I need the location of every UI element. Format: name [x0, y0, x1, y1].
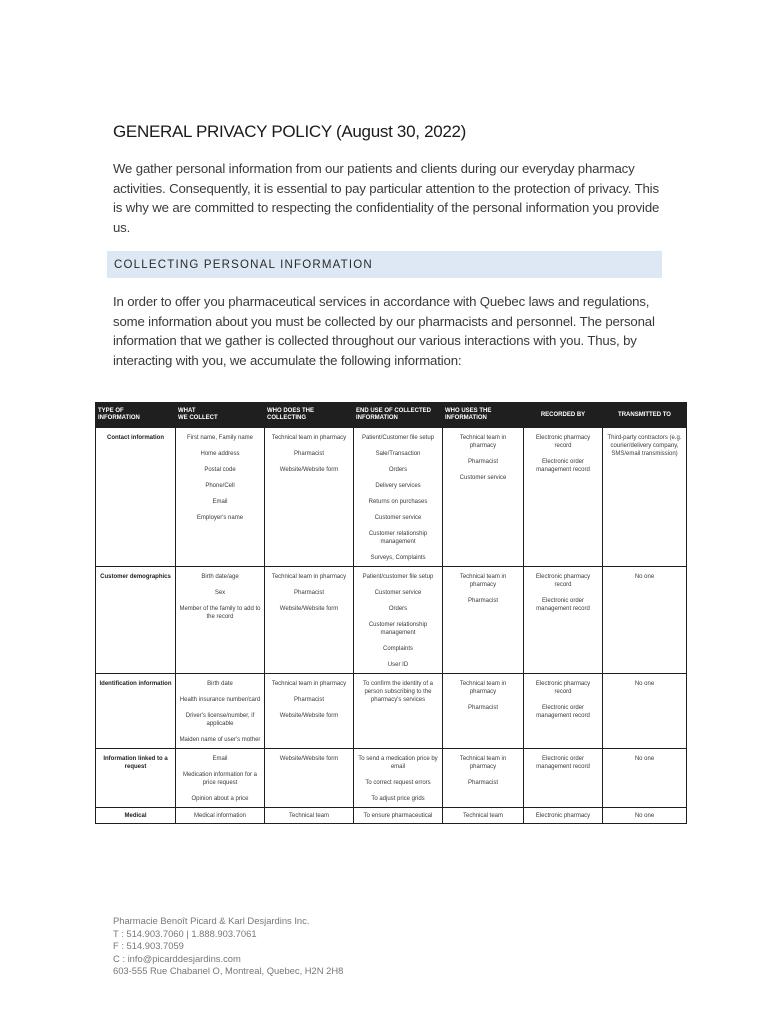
cell-who-uses: [443, 567, 524, 674]
column-header-line: COLLECTING: [267, 415, 306, 421]
cell-item: Pharmacist: [293, 697, 324, 703]
cell-transmitted-to: [603, 749, 687, 808]
section-body-paragraph: In order to offer you pharmaceutical services in accordance with Quebec laws and regulations, some information about you must be collected by our pharmacists and personnel. The personal information that we gather is collected throughout our various interactions with you. Thus, by interacting with you, we accumulate the following information:: [113, 294, 655, 368]
cell-item: Opinion about a price: [191, 796, 249, 802]
cell-item: Health insurance number/card: [179, 697, 261, 703]
cell-item: Surveys, Complaints: [370, 555, 426, 561]
column-header-who-uses-the-information: [443, 403, 524, 428]
footer-line: T : 514.903.7060 | 1.888.903.7061: [113, 927, 257, 939]
cell-who-collects: [265, 749, 354, 808]
footer-line: Pharmacie Benoît Picard & Karl Desjardins Inc.: [113, 915, 310, 926]
page-title: GENERAL PRIVACY POLICY (August 30, 2022): [113, 122, 467, 141]
cell-transmitted-to: [603, 567, 687, 674]
column-header-end-use-of-collected-information: [354, 403, 443, 428]
cell-what: [176, 567, 265, 674]
cell-item: Technical team in pharmacy: [271, 574, 347, 580]
cell-item: Email: [212, 499, 228, 505]
cell-item: Electronic pharmacy record: [535, 681, 591, 695]
cell-end-use: [354, 749, 443, 808]
cell-item: Electronic pharmacy record: [535, 435, 591, 449]
cell-end-use: [354, 808, 443, 824]
cell-item: Website/Website form: [279, 756, 339, 762]
cell-item: Sale/Transaction: [375, 451, 421, 457]
cell-end-use: [354, 428, 443, 567]
cell-item: Delivery services: [375, 483, 421, 489]
table-row: [96, 749, 687, 808]
column-header-line: WHAT: [178, 408, 196, 414]
cell-item: No one: [634, 813, 655, 819]
cell-item: Medication information for a price request: [182, 772, 258, 786]
cell-recorded-by: [524, 567, 603, 674]
table-row: [96, 674, 687, 749]
cell-item: Patient/Customer file setup: [361, 435, 435, 441]
cell-who-uses: [443, 674, 524, 749]
cell-item: Third-party contractors (e.g. courier/delivery company, SMS/email transmission): [607, 435, 682, 457]
cell-item: Home address: [200, 451, 240, 457]
cell-what: [176, 749, 265, 808]
cell-item: Electronic order management record: [536, 598, 590, 612]
cell-end-use: [354, 567, 443, 674]
table-header-row: [96, 403, 687, 428]
cell-item: Orders: [388, 467, 408, 473]
cell-recorded-by: [524, 428, 603, 567]
column-header-who-does-the-collecting: [265, 403, 354, 428]
cell-item: Technical team in pharmacy: [459, 435, 507, 449]
footer-line: 603-555 Rue Chabanel O, Montreal, Quebec, H2N 2H8: [113, 965, 344, 977]
cell-item: Pharmacist: [293, 590, 324, 596]
cell-item: Pharmacist: [467, 459, 498, 465]
column-header-line: WHO USES THE: [445, 408, 492, 414]
cell-item: Technical team in pharmacy: [271, 435, 347, 441]
column-header-line: INFORMATION: [356, 415, 398, 421]
cell-item: Electronic order management record: [536, 756, 590, 770]
cell-item: Technical team in pharmacy: [459, 574, 507, 588]
cell-who-collects: [265, 567, 354, 674]
cell-recorded-by: [524, 808, 603, 824]
column-header-recorded-by: [524, 403, 603, 428]
cell-item: Technical team: [462, 813, 504, 819]
cell-type-of-information: Medical: [96, 808, 176, 824]
cell-item: Website/Website form: [279, 467, 339, 473]
cell-item: Website/Website form: [279, 606, 339, 612]
cell-type-of-information: Identification information: [96, 674, 176, 749]
column-header-line: WE COLLECT: [178, 415, 218, 421]
cell-type-of-information: Customer demographics: [96, 567, 176, 674]
table-row: [96, 808, 687, 824]
cell-recorded-by: [524, 749, 603, 808]
section-heading-band: [107, 251, 662, 278]
personal-information-table: [95, 402, 687, 824]
cell-item: Customer service: [459, 475, 507, 481]
cell-transmitted-to: [603, 674, 687, 749]
cell-item: Medical information: [193, 813, 247, 819]
column-header-line: TRANSMITTED TO: [618, 411, 671, 418]
cell-type-of-information: Information linked to a request: [96, 749, 176, 808]
cell-who-uses: [443, 749, 524, 808]
cell-item: Electronic order management record: [536, 705, 590, 719]
cell-item: Email: [212, 756, 228, 762]
cell-item: Birth date/age: [201, 574, 239, 580]
column-header-type-of-information: [96, 403, 176, 428]
table-row: [96, 567, 687, 674]
cell-type-of-information: Contact information: [96, 428, 176, 567]
column-header-line: INFORMATION: [98, 415, 140, 421]
cell-item: Sex: [214, 590, 226, 596]
cell-item: Postal code: [204, 467, 236, 473]
cell-item: No one: [634, 574, 655, 580]
cell-item: Pharmacist: [467, 705, 498, 711]
cell-item: Patient/customer file setup: [362, 574, 434, 580]
cell-transmitted-to: [603, 808, 687, 824]
intro-paragraph: We gather personal information from our patients and clients during our everyday pharmacy activities. Consequently, it is essential to pay particular attention to the protection of privacy. This is why we are committed to respecting the confidentiality of the personal information you provide us.: [113, 161, 660, 235]
cell-item: Pharmacist: [467, 598, 498, 604]
cell-who-uses: [443, 428, 524, 567]
cell-item: Pharmacist: [293, 451, 324, 457]
cell-item: Electronic pharmacy: [535, 813, 591, 819]
cell-recorded-by: [524, 674, 603, 749]
cell-item: Electronic pharmacy record: [535, 574, 591, 588]
cell-who-collects: [265, 808, 354, 824]
cell-item: Complaints: [382, 646, 413, 652]
cell-item: Customer relationship management: [368, 622, 428, 636]
column-header-line: WHO DOES THE: [267, 408, 315, 414]
cell-end-use: [354, 674, 443, 749]
cell-what: [176, 808, 265, 824]
column-header-transmitted-to: [603, 403, 687, 428]
cell-item: Phone/Cell: [205, 483, 235, 489]
cell-item: Technical team: [288, 813, 330, 819]
cell-who-collects: [265, 428, 354, 567]
cell-item: Maiden name of user's mother: [179, 737, 261, 743]
cell-item: Employer's name: [196, 515, 244, 521]
cell-item: Technical team in pharmacy: [459, 756, 507, 770]
cell-item: To adjust price grids: [371, 796, 425, 802]
column-header-line: RECORDED BY: [540, 411, 586, 418]
column-header-what-we-collect: [176, 403, 265, 428]
cell-item: Electronic order management record: [536, 459, 590, 473]
cell-item: First name, Family name: [186, 435, 253, 441]
cell-item: To confirm the identity of a person subscribing to the pharmacy's services: [362, 681, 434, 703]
cell-item: Member of the family to add to the record: [179, 606, 261, 620]
cell-item: To send a medication price by email: [358, 756, 438, 770]
cell-item: Driver's license/number, if applicable: [185, 713, 255, 727]
cell-item: Birth date: [207, 681, 233, 687]
cell-who-uses: [443, 808, 524, 824]
cell-item: Customer service: [374, 590, 422, 596]
section-heading: COLLECTING PERSONAL INFORMATION: [114, 258, 373, 271]
cell-item: To ensure pharmaceutical: [363, 813, 433, 819]
footer-contact: [113, 915, 343, 978]
column-header-line: TYPE OF: [98, 408, 124, 414]
cell-what: [176, 674, 265, 749]
cell-item: Orders: [388, 606, 408, 612]
cell-item: Customer service: [374, 515, 422, 521]
cell-item: Returns on purchases: [368, 499, 428, 505]
cell-item: Technical team in pharmacy: [271, 681, 347, 687]
cell-item: To correct request errors: [365, 780, 431, 786]
cell-item: No one: [634, 756, 655, 762]
cell-who-collects: [265, 674, 354, 749]
cell-item: Customer relationship management: [368, 531, 428, 545]
cell-item: User ID: [387, 662, 409, 668]
footer-line: F : 514.903.7059: [113, 940, 184, 952]
footer-line[interactable]: C : info@picarddesjardins.com: [113, 952, 241, 964]
column-header-line: INFORMATION: [445, 415, 487, 421]
table-row: [96, 428, 687, 567]
cell-item: Technical team in pharmacy: [459, 681, 507, 695]
cell-item: No one: [634, 681, 655, 687]
cell-item: Website/Website form: [279, 713, 339, 719]
column-header-line: END USE OF COLLECTED: [356, 408, 432, 414]
cell-transmitted-to: [603, 428, 687, 567]
cell-what: [176, 428, 265, 567]
cell-item: Pharmacist: [467, 780, 498, 786]
